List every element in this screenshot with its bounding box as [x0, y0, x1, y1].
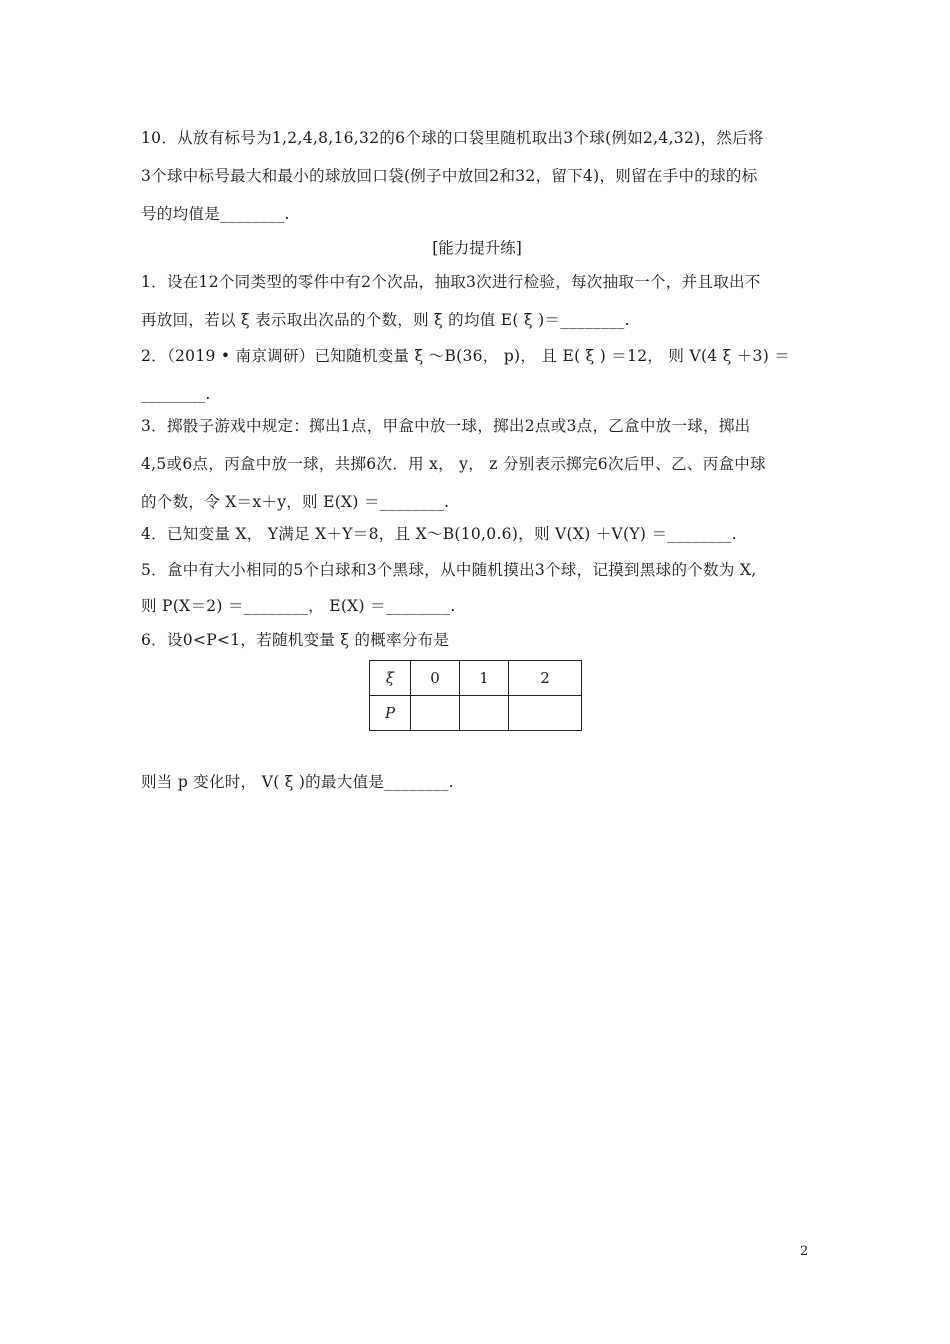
table-cell — [460, 696, 509, 731]
problem-3-line-3: 的个数，令 X＝x＋y，则 E(X) ＝________. — [141, 493, 450, 511]
table-cell: 1 — [460, 661, 509, 696]
problem-6-line-1: 6．设0<P<1，若随机变量 ξ 的概率分布是 — [141, 631, 450, 649]
table-cell — [411, 696, 460, 731]
section-heading: [能力提升练] — [432, 239, 522, 257]
table-row — [370, 696, 582, 731]
problem-3-line-2: 4,5或6点，丙盒中放一球，共掷6次．用 x， y， z 分别表示掷完6次后甲、乙、丙盒中球 — [141, 455, 766, 473]
problem-10-line-3: 号的均值是________. — [141, 205, 290, 223]
probability-distribution-table — [369, 660, 582, 731]
table-cell: ξ — [370, 661, 411, 696]
problem-5-line-1: 5．盒中有大小相同的5个白球和3个黑球，从中随机摸出3个球，记摸到黑球的个数为 X, — [141, 561, 757, 579]
table-header-row — [370, 661, 582, 696]
problem-5-line-2: 则 P(X＝2) ＝________， E(X) ＝________. — [141, 597, 456, 615]
problem-4-line-1: 4．已知变量 X， Y满足 X＋Y＝8，且 X～B(10,0.6)，则 V(X) ＋V(Y) ＝________. — [141, 525, 737, 543]
problem-1-line-1: 1．设在12个同类型的零件中有2个次品，抽取3次进行检验，每次抽取一个，并且取出不 — [141, 273, 761, 291]
problem-2-line-1: 2．（2019 • 南京调研）已知随机变量 ξ ～B(36， p)， 且 E( ξ ) ＝12， 则 V(4 ξ ＋3) ＝ — [141, 347, 791, 365]
table-cell: 2 — [509, 661, 582, 696]
table-cell: P — [370, 696, 411, 731]
problem-3-line-1: 3．掷骰子游戏中规定：掷出1点，甲盒中放一球，掷出2点或3点，乙盒中放一球，掷出 — [141, 417, 751, 435]
problem-1-line-2: 再放回，若以 ξ 表示取出次品的个数，则 ξ 的均值 E( ξ )＝________. — [141, 311, 630, 329]
problem-6-line-2: 则当 p 变化时， V( ξ )的最大值是________. — [141, 773, 454, 791]
problem-10-line-2: 3个球中标号最大和最小的球放回口袋(例子中放回2和32，留下4)，则留在手中的球的标 — [141, 167, 758, 185]
problem-2-line-2: ________. — [141, 385, 211, 403]
problem-10-line-1: 10．从放有标号为1,2,4,8,16,32的6个球的口袋里随机取出3个球(例如2,4,32)，然后将 — [141, 129, 764, 147]
table-cell: 0 — [411, 661, 460, 696]
page-number: 2 — [800, 1244, 809, 1259]
table-cell — [509, 696, 582, 731]
